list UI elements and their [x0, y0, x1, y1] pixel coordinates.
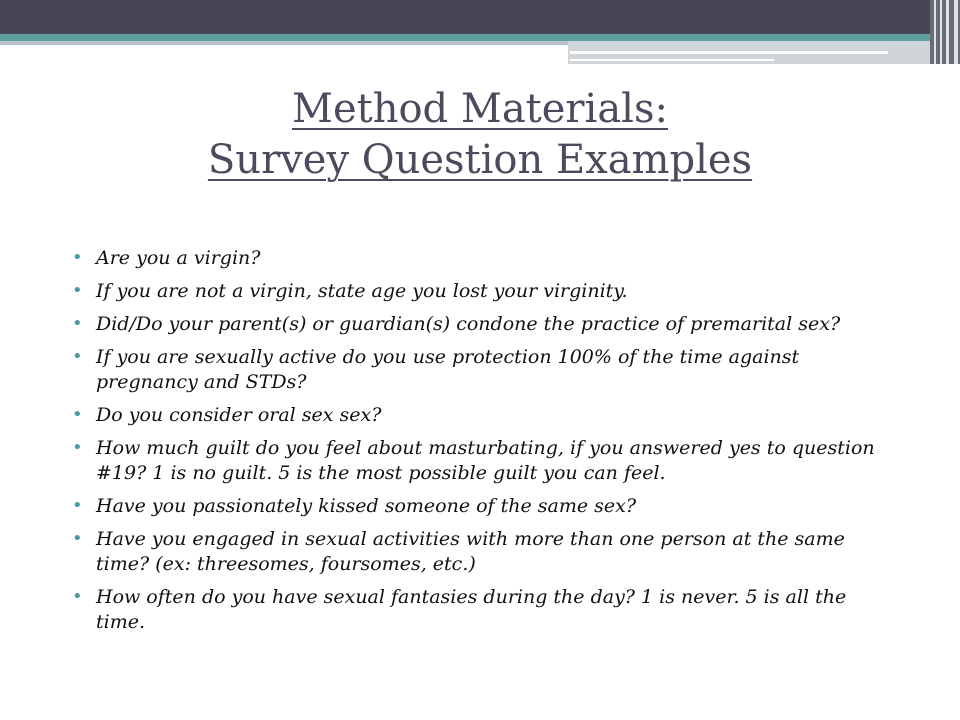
question-item: • How much guilt do you feel about masturbating, if you answered yes to question #19? 1 is no guilt. 5 is the most possible guilt you can feel.: [72, 436, 892, 486]
question-item: • If you are not a virgin, state age you lost your virginity.: [72, 279, 892, 304]
question-item: • Have you passionately kissed someone of the same sex?: [72, 494, 892, 519]
slide-title: [0, 84, 960, 186]
banner-right-edge: [930, 0, 960, 64]
question-item: • Have you engaged in sexual activities with more than one person at the same time? (ex: threesomes, foursomes, etc.): [72, 527, 892, 577]
banner-step-line-2: [570, 59, 774, 61]
question-item: • Do you consider oral sex sex?: [72, 403, 892, 428]
question-item: • How often do you have sexual fantasies during the day? 1 is never. 5 is all the time.: [72, 585, 892, 635]
top-banner: [0, 0, 960, 34]
title-line-1: Method Materials:: [292, 86, 668, 132]
question-list: [72, 246, 892, 643]
question-item: • Did/Do your parent(s) or guardian(s) condone the practice of premarital sex?: [72, 312, 892, 337]
question-item: • Are you a virgin?: [72, 246, 892, 271]
teal-accent-line: [0, 34, 960, 41]
title-line-2: Survey Question Examples: [207, 137, 753, 184]
gray-accent-strip: [0, 41, 568, 45]
banner-step-line: [570, 51, 888, 54]
question-item: • If you are sexually active do you use protection 100% of the time against pregnancy and STDs?: [72, 345, 892, 395]
